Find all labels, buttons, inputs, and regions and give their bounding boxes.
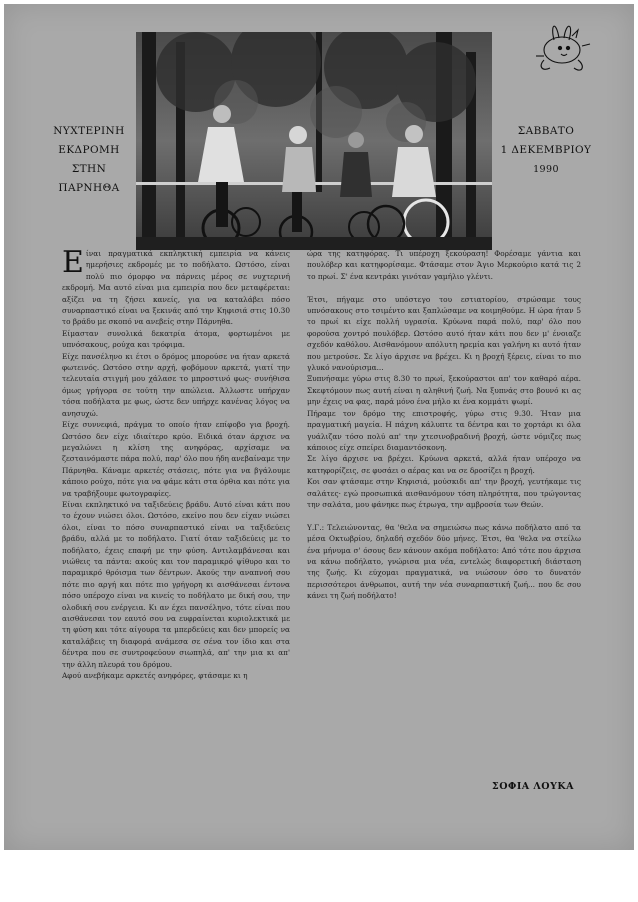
article-title: [42, 122, 136, 198]
rabbit-doodle-icon: [532, 16, 594, 78]
newsletter-page: [4, 4, 634, 850]
date-month: 1 ΔΕΚΕΜΒΡΙΟΥ: [500, 144, 592, 156]
author-signature: ΣΟΦΙΑ ΛΟΥΚΑ: [492, 781, 574, 792]
title-line: ΝΥΧΤΕΡΙΝΗ: [53, 125, 125, 137]
date-day: ΣΑΒΒΑΤΟ: [517, 125, 575, 137]
title-line: ΣΤΗΝ: [71, 163, 107, 175]
title-line: ΕΚΔΡΟΜΗ: [58, 144, 120, 156]
date-year: 1990: [533, 164, 559, 175]
article-column-right: [307, 248, 581, 778]
article-date: [492, 122, 600, 179]
drop-cap: Ε: [62, 248, 84, 280]
article-column-left: [62, 248, 290, 822]
cyclists-photo: [136, 32, 492, 250]
title-line: ΠΑΡΝΗΘΑ: [58, 182, 120, 194]
article-text-right: ώρα της κατηφόρας. Τι υπέροχη ξεκούραση! Φορέσαμε γάντια και πουλόβερ και κατηφορίσαμε. Φτάσαμε στον Άγιο Μερκούριο κατά τις 2 το πρωί. Σ' ένα κεντράκι γινόταν γαμήλιο γλέντι. Έτσι, πήγαμε στο υπόστεγο του εστιατορίου, στρώσαμε τους υπνόσακους στο τσιμέντο και ξαπλώσαμε να κοιμηθούμε. Η ώρα ήταν 5 το πρωί κι είχε πολλή υγρασία. Κρύωνα παρά πολύ, παρ' όλο που φορούσα χοντρό πουλόβερ. Ωστόσο αυτό ήταν κάτι που δεν μ' ένοιαζε σχεδόν καθόλου. Αισθανόμουν απόλυτη ηρεμία και γαλήνη κι αυτό ήταν που μετρούσε. Σε λίγο άρχισε να βρέχει. Κι η βροχή ξέρεις, είναι το πιο γλυκό νανούρισμα... Ξυπνήσαμε γύρω στις 8.30 το πρωί, ξεκούραστοι απ' τον καθαρό αέρα. Σκεφτόμουν πως αυτή είναι η αληθινή ζωή. Να ξυπνάς στο βουνό κι ας μην έχεις να φας, παρά μόνο ένα μήλο κι ένα κομμάτι ψωμί. Πήραμε τον δρόμο της επιστροφής, γύρω στις 9.30. Ήταν μια πραγματική μαγεία. Η πάχνη κάλυπτε τα δέντρα και το χορτάρι κι όλα γυάλιζαν τόσο πολύ απ' την χτεσινοβραδινή βροχή, ώστε νόμιζες πως κάποιος είχε σπείρει διαμαντόσκονη. Σε λίγο άρχισε να βρέχει. Κρύωνα αρκετά, αλλά ήταν υπέροχο να κατηφορίζεις, σε φυσάει ο αέρας και να σε δροσίζει η βροχή. Κοι σαν φτάσαμε στην Κηφισιά, μούσκιδι απ' την βροχή, γευτήκαμε τις σαλάτες· εγώ προσωπικά αισθανόμουν τόση πληρότητα, που τρώγοντας την σαλάτα, μου φάνηκε πως έτρωγα, την αμβροσία των Θεών. Υ.Γ.: Τελειώνοντας, θα 'θελα να σημειώσω πως κάνω ποδήλατο από τα μέσα Οκτωβρίου, δηλαδή σχεδόν δύο μήνες. Έτσι, θα 'θελα να στείλω ένα μήνυμα σ' όσους δεν κάνουν ακόμα ποδήλατο: Από τότε που άρχισα να κάνω ποδήλατο, γνώρισα μια νέα, εντελώς διαφορετική διάσταση της ζωής. Κι εύχομαι πραγματικά, να νιώσουν όσο το δυνατόν περισσότεροι άνθρωποι, αυτή την νέα συναρπαστική ζωή... που δε σου κάνει τη ζωή ποδήλατο!: [307, 249, 581, 601]
article-text-left: ίναι πραγματικά εκπληκτική εμπειρία να κάνεις ημερήσιες εκδρομές με το ποδήλατο. Ωστόσο, είναι πολύ πιο όμορφο να πάρνεις μέρος σε νυχτερινή εκδρομή. Μα αυτό είναι μια εμπειρία που δεν μεταφέρεται: αξίζει να τη ζήσει κανείς, για να καταλάβει πόσο συναρπαστικό είναι να ξεκινάς από την Κηφισιά στις 10.30 το βράδυ με σκοπό να ανεβείς στην Πάρνηθα. Είμασταν συνολικά δεκατρία άτομα, φορτωμένοι με υπνόσακους, ρούχα και τρόφιμα. Είχε πανσέληνο κι έτσι ο δρόμος μπορούσε να ήταν αρκετά φωτεινός. Ωστόσο στην αρχή, φοβόμουν αρκετά, γιατί την τελευταία στιγμή μου χάλασε το μπροστινό φως· συνήθισα όμως γρήγορα σε τούτη την απώλεια. Άλλωστε υπήρχαν τόσα ποδήλατα με φως, ώστε δεν υπήρχε κανένας λόγος να ανησυχώ. Είχε συννεφιά, πράγμα το οποίο ήταν επίφοβο για βροχή. Ωστόσο δεν είχε ιδιαίτερο κρύο. Ειδικά όταν άρχισε να μεγαλώνει η κλίση της ανηφόρας, αρχίσαμε να ζεσταινόμαστε πάρα πολύ, παρ' όλο που ήδη ανεβαίναμε την Πάρνηθα. Κάναμε αρκετές στάσεις, πότε για να βγάλουμε κάποιο ρούχο, πότε για να φάμε κάτι στα όρθια και πότε για να τραβήξουμε φωτογραφίες. Είναι εκπληκτικό να ταξιδεύεις βράδυ. Αυτό είναι κάτι που το έχουν νιώσει όλοι. Ωστόσο, εκείνο που δεν είχαν νιώσει όλοι, είναι το πόσο συναρπαστικό είναι να ταξιδεύεις βράδυ, αλλά με το ποδήλατο. Γιατί όταν ταξιδεύεις με το ποδήλατο, έχεις επαφή με την φύση. Αντιλαμβάνεσαι και νιώθεις τα πάντα: ακούς και τον παραμικρό ψίθυρο και το παραμικρό θρόισμα των δέντρων. Ακούς την αναπνοή σου πότε πιο αργή και πότε πιο γρήγορη κι αισθάνεσαι έντονα πόσο υπέροχο είναι να κινείς το ποδήλατο με δική σου, την ολοδική σου ενέργεια. Κι αν έχει πανσέληνο, τότε είναι που αισθάνεσαι τον εαυτό σου να ευφραίνεται κυριολεκτικά με τη φύση και τότε αίγουρα τα μπερδεύεις και δεν μπορείς να καταλάβεις τη διαφορά ανάμεσα σε σένα τον ίδιο και στα δέντρα που σε συντροφεύουν σιωπηλά, απ' την μια κι απ' την άλλη πλευρά του δρόμου. Αφού ανεβήκαμε αρκετές ανηφόρες, φτάσαμε κι η: [62, 249, 290, 681]
